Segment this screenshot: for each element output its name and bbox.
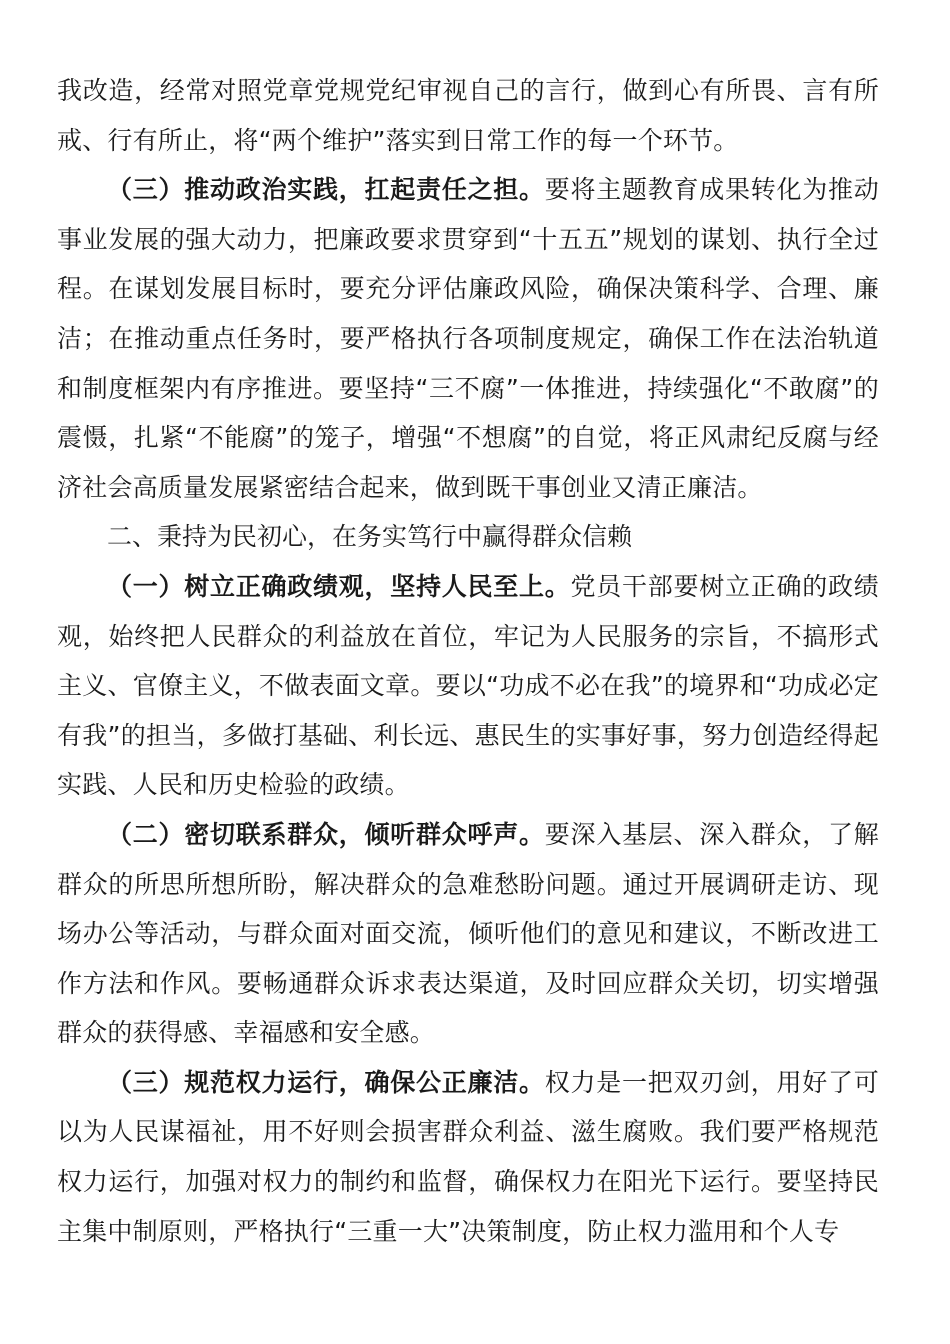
paragraph-text: 权力是一把双刃剑，用好了可以为人民谋福祉，用不好则会损害群众利益、滋生腐败。我们要严格规范权力运行，加强对权力的制约和监督，确保权力在阳光下运行。要坚持民主集中制原则，严格执行“三重一大”决策制度，防止权力滥用和个人专 <box>57 1067 879 1246</box>
subsection-heading: （一）树立正确政绩观，坚持人民至上。 <box>107 571 571 601</box>
paragraph-subsection-3 <box>57 165 879 512</box>
paragraph-text: 党员干部要树立正确的政绩观，始终把人民群众的利益放在首位，牢记为人民服务的宗旨，不搞形式主义、官僚主义，不做表面文章。要以“功成不必在我”的境界和“功成必定有我”的担当，多做打基础、利长远、惠民生的实事好事，努力创造经得起实践、人民和历史检验的政绩。 <box>57 571 879 800</box>
section-heading-text: 二、秉持为民初心，在务实笃行中赢得群众信赖 <box>107 522 633 552</box>
paragraph-text: 要深入基层、深入群众，了解群众的所思所想所盼，解决群众的急难愁盼问题。通过开展调研走访、现场办公等活动，与群众面对面交流，倾听他们的意见和建议，不断改进工作方法和作风。要畅通群众诉求表达渠道，及时回应群众关切，切实增强群众的获得感、幸福感和安全感。 <box>57 819 879 1048</box>
subsection-heading: （三）推动政治实践，扛起责任之担。 <box>107 175 545 205</box>
paragraph-text: 我改造，经常对照党章党规党纪审视自己的言行，做到心有所畏、言有所戒、行有所止，将“两个维护”落实到日常工作的每一个环节。 <box>57 76 879 155</box>
paragraph-text: 要将主题教育成果转化为推动事业发展的强大动力，把廉政要求贯穿到“十五五”规划的谋划、执行全过程。在谋划发展目标时，要充分评估廉政风险，确保决策科学、合理、廉洁；在推动重点任务时，要严格执行各项制度规定，确保工作在法治轨道和制度框架内有序推进。要坚持“三不腐”一体推进，持续强化“不敢腐”的震慑，扎紧“不能腐”的笼子，增强“不想腐”的自觉，将正风肃纪反腐与经济社会高质量发展紧密结合起来，做到既干事创业又清正廉洁。 <box>57 175 879 502</box>
subsection-heading: （二）密切联系群众，倾听群众呼声。 <box>107 819 545 849</box>
paragraph-subsection-3b <box>57 1058 879 1256</box>
paragraph-subsection-1 <box>57 562 879 810</box>
document-body <box>57 66 879 1256</box>
paragraph-subsection-2 <box>57 810 879 1058</box>
subsection-heading: （三）规范权力运行，确保公正廉洁。 <box>107 1067 545 1097</box>
section-heading <box>57 512 879 562</box>
paragraph-continuation <box>57 66 879 165</box>
